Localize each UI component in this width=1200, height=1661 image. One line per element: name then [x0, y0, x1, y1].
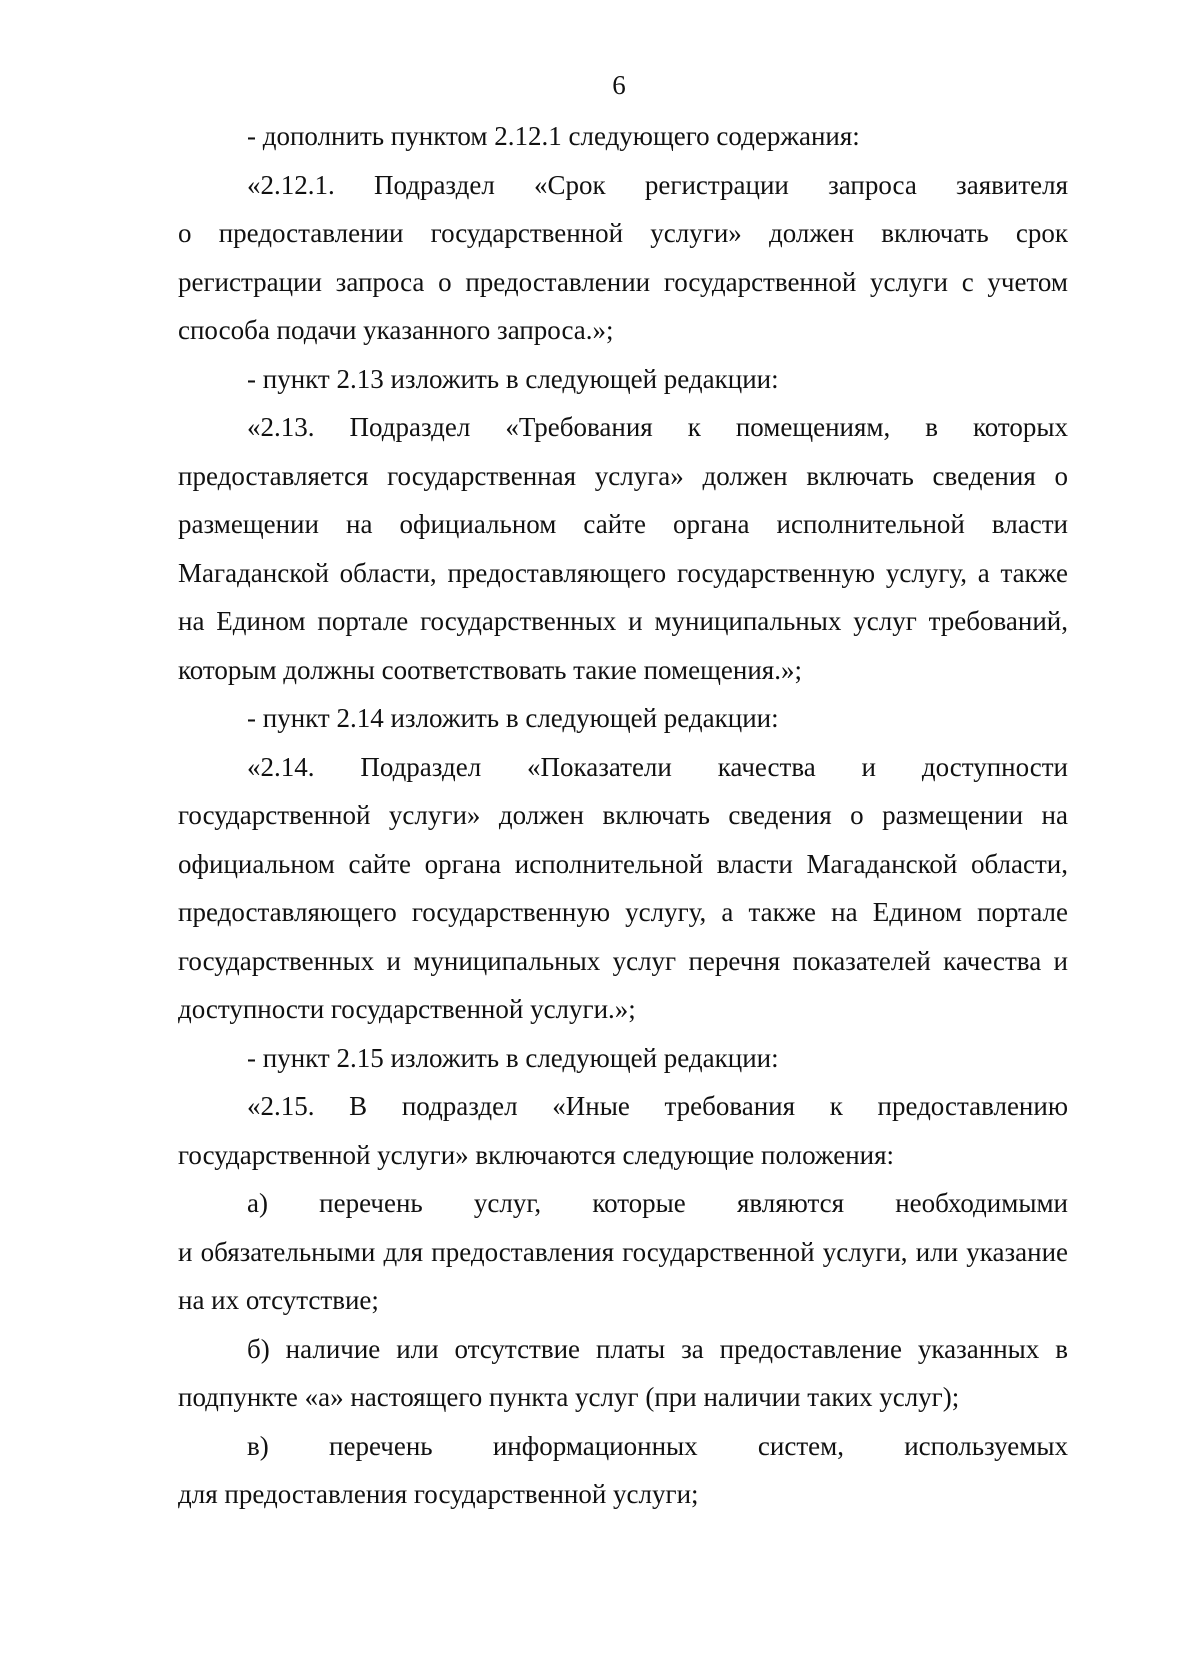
document-body: [178, 112, 1068, 1519]
paragraph-2-13: [178, 403, 1068, 694]
paragraph-line-first: «2.15. В подраздел «Иные требования к предоставлению: [247, 1091, 1068, 1121]
paragraph-continuation: для предоставления государственной услуги;: [178, 1479, 699, 1509]
paragraph-continuation: о предоставлении государственной услуги» должен включать срок регистрации запроса о предоставлении государственной услуги с учетом способа подачи указанного запроса.»;: [178, 218, 1068, 345]
page-number: 6: [612, 70, 626, 100]
paragraph-line-first: а) перечень услуг, которые являются необходимыми: [247, 1188, 1068, 1218]
paragraph-intro-2-15: - пункт 2.15 изложить в следующей редакции:: [247, 1042, 779, 1073]
paragraph-line-first: в) перечень информационных систем, используемых: [247, 1430, 1068, 1461]
paragraph-2-14: [178, 743, 1068, 1034]
list-item-b: б) наличие или отсутствие платы за предоставление указанных в подпункте «а» настоящего пункта услуг (при наличии таких услуг);: [178, 1333, 1068, 1412]
paragraph-intro-2-14: - пункт 2.14 изложить в следующей редакции:: [247, 703, 779, 733]
paragraph-line-first: «2.13. Подраздел «Требования к помещениям, в которых: [247, 412, 1068, 442]
list-item-v: [178, 1422, 1068, 1519]
paragraph-intro-2-12-1: - дополнить пунктом 2.12.1 следующего содержания:: [247, 121, 860, 151]
paragraph-continuation: государственной услуги» должен включать сведения о размещении на официальном сайте органа исполнительной власти Магаданской области, предоставляющего государственную услугу, а также на Едином портале государственных и муниципальных услуг перечня показателей качества и доступности государственной услуги.»;: [178, 800, 1068, 1024]
list-item-a: [178, 1179, 1068, 1325]
paragraph-intro-2-13: - пункт 2.13 изложить в следующей редакции:: [247, 363, 779, 394]
paragraph-line-first: «2.12.1. Подраздел «Срок регистрации запроса заявителя: [247, 169, 1068, 200]
paragraph-line-first: «2.14. Подраздел «Показатели качества и доступности: [247, 751, 1068, 782]
paragraph-continuation: и обязательными для предоставления государственной услуги, или указание на их отсутствие;: [178, 1236, 1068, 1315]
paragraph-continuation: государственной услуги» включаются следующие положения:: [178, 1139, 895, 1170]
paragraph-continuation: предоставляется государственная услуга» должен включать сведения о размещении на официальном сайте органа исполнительной власти Магаданской области, предоставляющего государственную услугу, а также на Едином портале государственных и муниципальных услуг требований, которым должны соответствовать такие помещения.»;: [178, 460, 1068, 685]
paragraph-2-12-1: [178, 161, 1068, 355]
paragraph-2-15: [178, 1082, 1068, 1179]
